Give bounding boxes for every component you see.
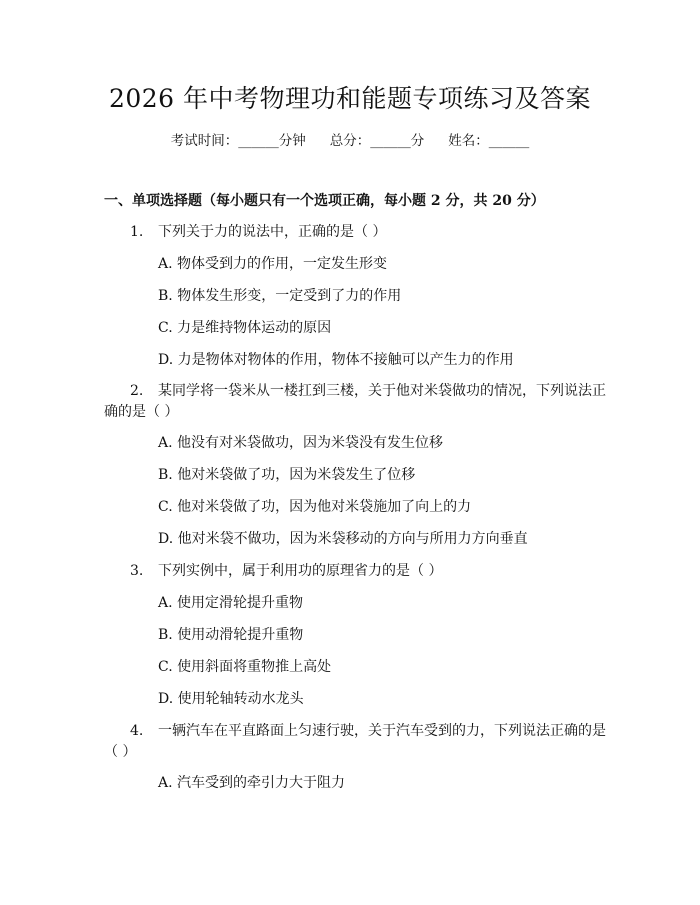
question-2-option-d: D. 他对米袋不做功，因为米袋移动的方向与所用力方向垂直: [158, 531, 528, 547]
question-4-stem: [130, 721, 606, 741]
question-3-option-c: C. 使用斜面将重物推上高处: [158, 659, 332, 675]
question-3-option-b: B. 使用动滑轮提升重物: [158, 627, 304, 643]
question-text: 一辆汽车在平直路面上匀速行驶，关于汽车受到的力，下列说法正确的是: [158, 723, 606, 739]
exam-time-field: 考试时间：______分钟: [170, 133, 306, 149]
section-heading: 一、单项选择题（每小题只有一个选项正确，每小题 2 分，共 20 分）: [104, 193, 545, 209]
question-number: 2.: [130, 383, 144, 399]
question-2-option-c: C. 他对米袋做了功，因为他对米袋施加了向上的力: [158, 499, 472, 515]
question-2-stem: [130, 381, 606, 401]
total-score-field: 总分：______分: [329, 133, 425, 149]
student-name-field: 姓名：______: [448, 133, 530, 149]
question-text: 某同学将一袋米从一楼扛到三楼，关于他对米袋做功的情况，下列说法正: [158, 383, 606, 399]
question-number: 3.: [130, 563, 144, 579]
question-4-option-a: A. 汽车受到的牵引力大于阻力: [158, 775, 346, 791]
question-text: 下列关于力的说法中，正确的是（ ）: [158, 224, 387, 240]
question-1-option-c: C. 力是维持物体运动的原因: [158, 320, 332, 336]
question-1-stem: [130, 222, 386, 242]
question-3-option-d: D. 使用轮轴转动水龙头: [158, 691, 304, 707]
question-number: 4.: [130, 723, 144, 739]
question-text: 下列实例中，属于利用功的原理省力的是（ ）: [158, 563, 443, 579]
question-1-option-b: B. 物体发生形变，一定受到了力的作用: [158, 288, 402, 304]
document-title: 2026 年中考物理功和能题专项练习及答案: [108, 84, 592, 113]
question-number: 1.: [130, 224, 144, 240]
question-2-option-a: A. 他没有对米袋做功，因为米袋没有发生位移: [158, 435, 444, 451]
question-2-option-b: B. 他对米袋做了功，因为米袋发生了位移: [158, 467, 416, 483]
question-3-stem: [130, 561, 442, 581]
question-4-stem-continuation: （ ）: [104, 744, 137, 760]
question-1-option-a: A. 物体受到力的作用，一定发生形变: [158, 256, 388, 272]
question-2-stem-continuation: 确的是（ ）: [104, 404, 179, 420]
exam-meta: [0, 132, 700, 150]
question-3-option-a: A. 使用定滑轮提升重物: [158, 595, 304, 611]
question-1-option-d: D. 力是物体对物体的作用，物体不接触可以产生力的作用: [158, 352, 514, 368]
